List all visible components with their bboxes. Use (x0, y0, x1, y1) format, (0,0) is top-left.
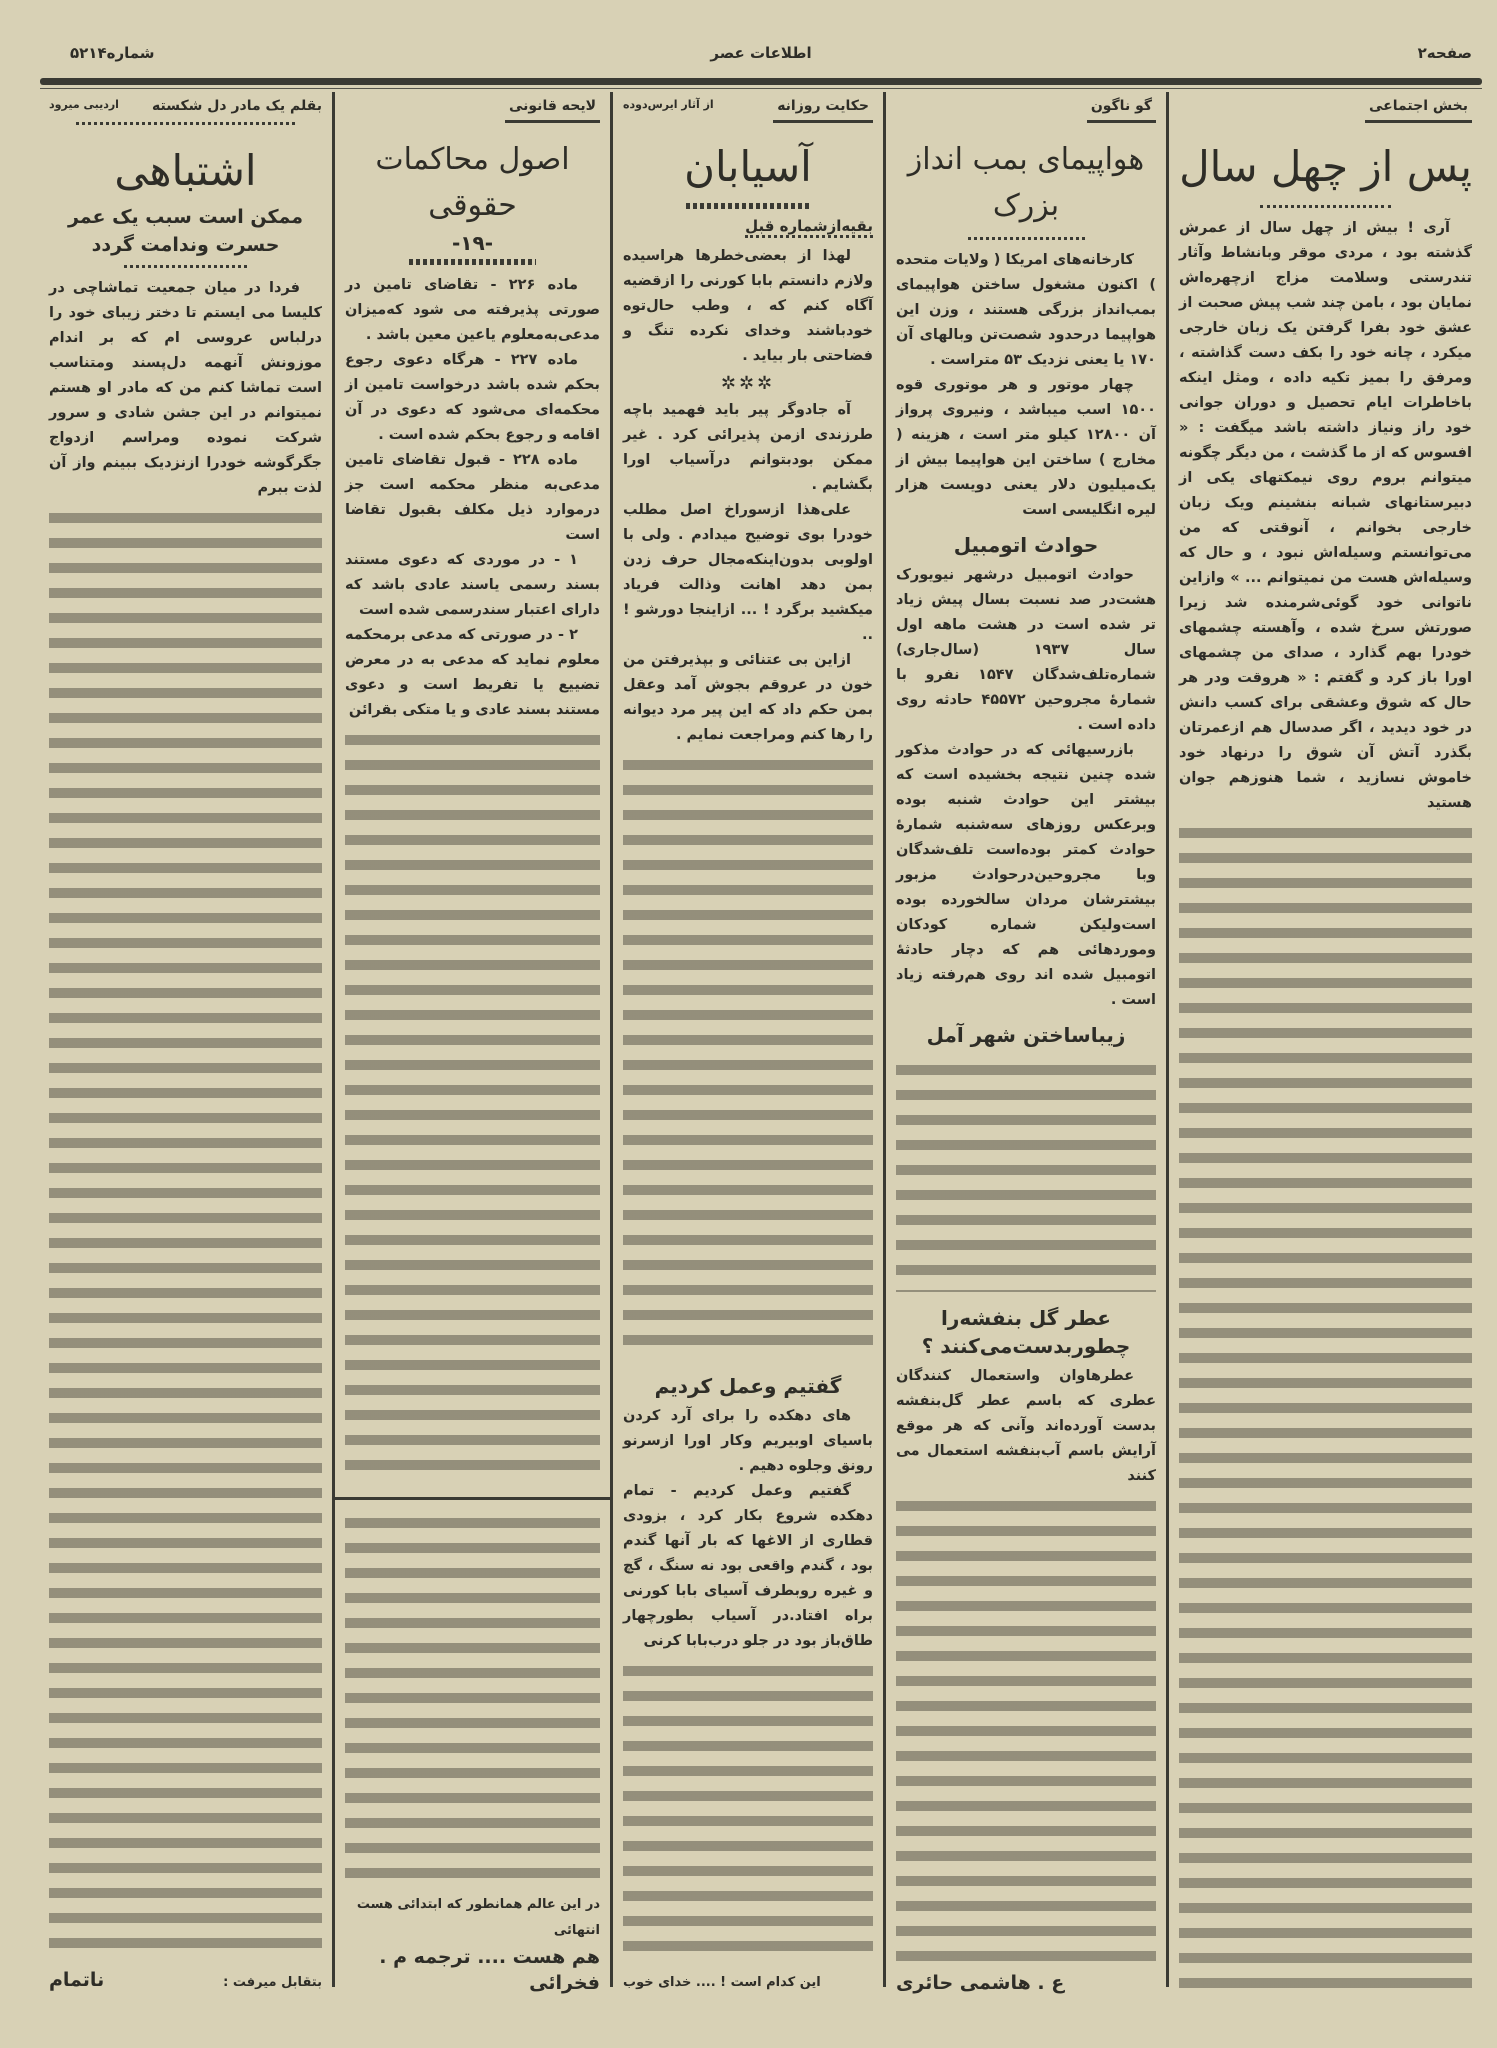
article-headline: پس از چهل سال (1179, 142, 1472, 191)
article-headline: آسیابان (684, 142, 812, 191)
article-paragraph: گفتیم وعمل کردیم - تمام دهکده شروع بکار کرد ، بزودی قطاری از الاغها که بار آنها گندم بود ، گندم واقعی بود نه سنگ ، گچ و غیره روبطرف آسیای بابا کورنی براه افتاد.در آسیاب بطورچهار طاق‌باز بود در جلو درب‌بابا کرنی (623, 1483, 873, 1649)
closing-line: در این عالم همانطور که ابتدائی هست انتهائی (356, 1897, 600, 1938)
article-paragraph: ازاین بی عتنائی و بپذیرفتن من خون در عروقم بجوش آمد وعقل بمن حکم داد که این پیر مرد دیوانه را رها کنم ومراجعت نمایم . (623, 652, 873, 743)
article-paragraph: ماده ۲۲۶ - تقاضای تامین در صورتی پذیرفته می شود که‌میزان مدعی‌به‌معلوم یاعین معین باشد . (345, 277, 600, 343)
article-after-forty-years (1169, 92, 1482, 2002)
article-paragraph: عطرهاوان واستعمال کنندگان عطری که باسم عطر گل‌بنفشه بدست آورده‌اند وآنی که هر موقع آرایش باسم آب‌بنفشه استعمال می کنند (896, 1367, 1156, 1484)
article-paragraph: حوادث اتومبیل درشهر نیویورک هشت‌در صد نسبت بسال پیش زیاد تر شده است در هشت ماهه اول سال ۱۹۳۷ (سال‌جاری) شماره‌تلف‌شدگان ۱۵۴۷ نفرو با شمارهٔ مجروحین ۴۵۵۷۲ حادثه روی داده است . (896, 567, 1156, 733)
article-paragraph: کارخانه‌های امریکا ( ولایات متحده ) اکنون مشغول ساختن هواپیمای بمب‌انداز بزرگی هستند ، وزن این هواپیما درحدود شصت‌تن وبالهای آن ۱۷۰ یا یعنی نزدیک ۵۳ متراست . (896, 252, 1156, 368)
closing-line: این کدام است ! .... خدای خوب (623, 1975, 821, 1990)
author-signature: ع . هاشمی حائری (896, 1972, 1065, 1994)
continued-text-lines (896, 1057, 1156, 1292)
article-headline: هواپیمای بمب انداز بزرک (907, 142, 1145, 223)
subsection-heading: حوادث اتومبیل (953, 533, 1099, 557)
section-kicker: حکایت روزانه (773, 98, 873, 123)
section-kicker: لایحه قانونی (505, 98, 600, 123)
masthead-rule (40, 78, 1482, 85)
byline: بقلم یک مادر دل شکسته (152, 98, 322, 114)
star-ornament: ✲✲✲ (720, 373, 776, 394)
article-big-bomber (886, 92, 1166, 2002)
source-note: از آثار ایرس‌دوده (623, 98, 714, 111)
masthead-rule-thin (40, 88, 1482, 89)
section-kicker: بخش اجتماعی (1365, 98, 1472, 123)
section-kicker: گو ناگون (1087, 98, 1156, 123)
article-paragraph: ۲ - در صورتی که مدعی برمحکمه معلوم نماید که مدعی به در معرض تضییع یا تفریط است و دعوی مستند بسند عادی و یا متکی بقرائن (345, 627, 600, 718)
article-paragraph: ماده ۲۲۷ - هرگاه دعوی رجوع بحکم شده باشد درخواست تامین از محکمه‌ای می‌شود که دعوی در آن اقامه و رجوع بحکم شده است . (345, 352, 600, 443)
newspaper-columns (40, 92, 1482, 2002)
article-paragraph: علی‌هذا ازسوراخ اصل مطلب خودرا بوی توضیح میدادم . ولی با اولوبی بدون‌اینکه‌مجال حرف زدن بمن دهد اهانت وذالت فریاد میکشید برگرد ! ... ازاینجا دورشو ! .. (623, 502, 873, 643)
wavy-divider (686, 203, 811, 209)
translator-signature: هم هست .... ترجمه م . فخرائی (379, 1946, 600, 1994)
continued-label: بقیه‌ازشماره قبل (745, 217, 873, 238)
box-divider (335, 1497, 610, 1500)
page-number: صفحه۲ (1417, 44, 1472, 62)
article-paragraph: چهار موتور و هر موتوری قوه ۱۵۰۰ اسب میباشد ، ونیروی پرواز آن ۱۲۸۰۰ کیلو متر است ، هزینه ( مخارج ) ساختن این هواپیما بیش از یک‌میلیون دلار یعنی دویست هزار لیره انگلیسی است (896, 377, 1156, 518)
article-paragraph: فردا در میان جمعیت تماشاچی در کلیسا می ایستم تا دختر زیبای خود را درلباس عروسی ام که بر اندام موزونش آنهمه دل‌پسند ومتناسب است تماشا کنم من که مادر او هستم نمیتوانم در این جشن شادی و سرور شرکت نموده ومراسم ازدواج جگرگوشه خودرا ازنزدیک ببینم واز آن لذت ببرم (49, 280, 322, 496)
article-miller (613, 92, 883, 2002)
article-paragraph: ماده ۲۲۸ - قبول تقاضای تامین مدعی‌به منظر محکمه است جز درموارد ذیل مکلف بقبول تقاضا است (345, 452, 600, 543)
dotted-divider (124, 263, 247, 268)
dotted-divider (76, 120, 294, 125)
dotted-divider (968, 235, 1085, 240)
subsection-heading: زیباساختن شهر آمل (926, 1023, 1126, 1047)
article-headline: اصول محاکمات حقوقی (375, 142, 570, 223)
article-paragraph: بازرسیهائی که در حوادث مذکور شده چنین نتیجه بخشیده است که بیشتر این حوادث شنبه بوده وبرعکس روزهای سه‌شنبه شمارهٔ حوادث کمتر بوده‌است تلف‌شدگان وبا مجروحین‌درحوادث مزبور بیشترشان مردان سالخورده بوده است‌ولیکن شماره کودکان وموردهائی هم که دچار حادثهٔ اتومبیل شده اند روی هم‌رفته زیاد است . (896, 742, 1156, 1008)
article-civil-procedure (335, 92, 610, 2002)
article-paragraph: ۱ - در موردی که دعوی مستند بسند رسمی یاسند عادی باشد که دارای اعتبار سندرسمی شده است (345, 552, 600, 618)
article-paragraph: آه جادوگر پیر باید فهمید باچه طرزندی ازمن پذیرائی کرد . غیر ممکن بودبتوانم درآسیاب اورا بگشایم . (623, 402, 873, 493)
article-subheadline: ممکن است سبب یک عمر حسرت وندامت گردد (67, 206, 304, 256)
continued-text-lines (1179, 820, 1472, 1992)
subsection-heading: گفتیم وعمل کردیم (654, 1374, 842, 1398)
closing-line: بتقابل میرفت : (223, 1975, 322, 1990)
issue-number: شماره۵۲۱۴ (70, 44, 155, 62)
article-headline: اشتباهی (114, 146, 257, 195)
article-paragraph: های دهکده را برای آرد کردن باسیای اوبیریم وکار اورا ازسرنو رونق وجلوه دهیم . (623, 1408, 873, 1474)
continued-text-lines (623, 752, 873, 1360)
masthead (40, 38, 1482, 78)
continued-text-lines (345, 1510, 600, 1888)
newspaper-name: اطلاعات عصر (710, 44, 812, 62)
article-paragraph: لهذا از بعضی‌خطرها هراسیده ولازم دانستم بابا کورنی را ازقضیه آگاه کنم که ، وطب حال‌توه خودباشند وخدای نکرده تنگ و فضاحتی بار بیاید . (623, 248, 873, 364)
dotted-divider (1260, 203, 1392, 208)
source-note: اردیبی میرود (49, 98, 119, 111)
continued-text-lines (345, 727, 600, 1483)
wavy-divider (409, 259, 537, 265)
installment-number: -۱۹- (451, 231, 494, 255)
subsection-heading: عطر گل بنفشه‌را چطوربدست‌می‌کنند ؟ (921, 1305, 1131, 1358)
article-mistake (39, 92, 332, 2002)
article-paragraph: آری ! بیش از چهل سال از عمرش گذشته بود ، مردی موقر وبانشاط وآثار تندرستی وسلامت مزاج ازچهره‌اش نمایان بود ، بامن چند شب پیش صحبت از عشق خود بفرا گرفتن یک زبان خارجی میکرد ، چانه خود را بکف دست گذاشته ، ومرفق را بمیز تکیه داده ، ومثل اینکه باخاطرات ایام تحصیل و دوران جوانی خود راز ونیاز داشته باشد میگفت : « افسوس که از ما گذشت ، من دیگر چگونه میتوانم بروم روی نیمکتهای یکی از دبیرستانهای شبانه بنشینم ویک زبان خارجی بخوانم ، آنوقتی که من می‌توانستم وسیله‌اش نبود ، و حال که وسیله‌اش هست من نمیتوانم ... » وازاین ناتوانی خود گوئی‌شرمنده شد زیرا صورتش سرخ شده ، وآهسته چشمهای خودرا بهم گذارد ، صدای من چشمهای اورا باز کرد و گفتم : « هروقت ودر هر حال که شوق وعشقی برای کسب دانش در خود دیدید ، اگر صدسال هم ازعمرتان بگذرد آتش آن شوق را درنهاد خود خاموش نسازید ، شما هنوزهم جوان هستید (1179, 220, 1472, 811)
continued-text-lines (49, 505, 322, 1959)
continued-text-lines (896, 1493, 1156, 1962)
continued-text-lines (623, 1658, 873, 1962)
to-be-continued-label: ناتمام (49, 1969, 105, 1991)
